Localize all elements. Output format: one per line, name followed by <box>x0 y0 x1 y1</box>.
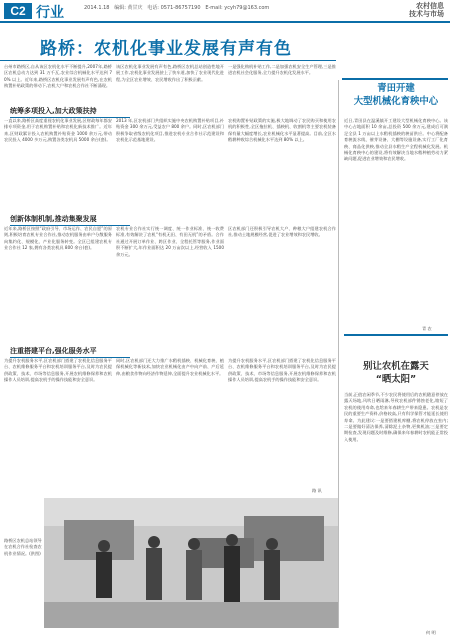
section1-col-1: 一直以来,路桥区高度重视农机化事业发展,区财政每年都安排专项资金,用于农机购置补贴和农机化新技术推广。近年来,区财政累计投入农机购置补贴资金 1000 余万元,带动农民投入 4000 多万元,购置各类农机具 5000 余台(套)。 <box>4 118 112 143</box>
side-article-1-title-line1: 青田开建 <box>377 83 415 94</box>
masthead <box>0 0 450 22</box>
page-code: C2 <box>4 3 32 19</box>
side-article-2-title-line1: 别让农机在露天 <box>363 361 429 372</box>
main-headline: 路桥：农机化事业发展有声有色 <box>40 39 292 59</box>
paper-name-line1: 农村信息 <box>416 2 444 10</box>
subhead-2: 创新体制机制,推动集聚发展 <box>10 214 130 226</box>
section2-col-3: 区农机部门还积极引导农机大户、种粮大户组建农机合作社,推动土地规模经营,促进了农业增效和农民增收。 <box>228 226 336 238</box>
photo-illustration <box>44 498 338 628</box>
section3-col-2: 同时,区农机部门还大力推广水稻机插秧、机械化育秧、植保机械化等新技术,加快农业机械化由产中向产前、产后延伸,由粮食作物向经济作物延伸,全面提升农业机械化水平。 <box>116 358 224 376</box>
lead-col-3: 一是强化购机补贴工作,二是加强农机安全生产管理,三是推进农机社会化服务,全力提升农机化发展水平。 <box>228 64 336 76</box>
section2-col-2: 农机专业合作社实行统一调度、统一作业标准、统一收费标准,有效解决了农机“有机无田、有田无机”的矛盾。合作社通过开展订单作业、跨区作业、全程托管等服务,作业面积不断扩大,年作业面积达 20 万亩次以上,经营收入 1500 余万元。 <box>116 226 224 257</box>
photo-caption: 路桥区农机总站领导在农机合作社检查农机作业情况。(供图) <box>4 538 42 556</box>
section1-col-3: 农机购置补贴政策的实施,极大地调动了农民购买和使用农机的积极性,全区拖拉机、插秧机、收割机等主要农机装备保有量大幅度增长,农业机械化水平显著提高。目前,全区水稻耕种收综合机械化水平达到 80% 以上。 <box>228 118 336 143</box>
section1-col-2: 2013 年,区农机部门共组织实施中央农机购置补贴项目,补贴资金 300 余万元,受益农户 800 余户。同时,区农机部门积极争取省级农机化项目,推进农机专业合作社示范建设和农机化示范基地建设。 <box>116 118 224 143</box>
subhead-3: 注重搭建平台,强化服务水平 <box>10 346 130 358</box>
phone: 电话: 0571-86757190 <box>147 5 201 11</box>
section3-col-3: 为提升农机服务水平,区农机部门搭建了农机化信息服务平台、农机维修服务平台和农机培训服务平台,及时为农民提供政策、技术、市场等信息服务,开展农机维修保养和农机操作人员培训,提高农机手的操作技能和安全意识。 <box>228 358 336 383</box>
section2-col-1: 近年来,路桥区按照“政府引导、市场运作、农民自愿”的原则,积极培育农机专业合作社,推动农机服务由单户分散服务向集约化、规模化、产业化服务转变。全区已组建农机专业合作社 12 家,拥有各类农机具 800 余台(套)。 <box>4 226 112 251</box>
email: E-mail: ycyh79@163.com <box>205 5 270 11</box>
paper-name <box>409 2 444 18</box>
side-article-2-title <box>344 360 448 386</box>
side-article-2-body: 当前,正值农闲季节,不少农民将使用后的农机随意停放在露天场地,风吹日晒雨淋,导致农机部件锈蚀老化,缩短了农机的使用寿命,也给来年春耕生产带来隐患。农机是农民的重要生产资料,价格较高,只有科学保管才能延长使用寿命。为此建议:一是要搭建机库棚,将农机停放在室内;二是要做好清洁保养,清除泥土杂物,更换机油;三是要定期检查,发现问题及时维修,确保来年春耕时农机能正常投入使用。 <box>344 392 448 442</box>
news-photo <box>44 498 338 628</box>
issue-date: 2014.1.18 <box>84 5 110 11</box>
paper-name-line2: 技术与市场 <box>409 10 444 18</box>
editor-name: 编辑: 黄甘庆 <box>114 5 143 11</box>
main-byline: 路 讯 <box>312 488 322 493</box>
headline-rule <box>0 60 336 61</box>
side-article-1-title <box>344 82 448 108</box>
masthead-meta <box>84 4 269 11</box>
section3-col-1: 为提升农机服务水平,区农机部门搭建了农机化信息服务平台、农机维修服务平台和农机培训服务平台,及时为农民提供政策、技术、市场等信息服务,开展农机维修保养和农机操作人员培训,提高农机手的操作技能和安全意识。 <box>4 358 112 383</box>
side-article-1-byline: 青 农 <box>422 326 432 331</box>
side-article-2-byline: 何 明 <box>426 630 436 635</box>
lead-col-2: 该区农机化事业发展有声有色,路桥区农机总站创造性地开展工作,农机化事业发展驶上了快车道,加快了农业现代化进程,为全区农业增效、农民增收作出了积极贡献。 <box>116 64 224 82</box>
side-article-2-title-line2: “晒太阳” <box>375 374 417 385</box>
lead-col-1: 台州市路桥区,自从该区农机化水平不断提升,2007年,路桥区农机总动力达到 31 万千瓦,农业综合机械化水平达到 70% 以上。近年来,路桥区农机化事业发展有声有色,在农机购置补贴政策的带动下,农机大户和农机合作社不断涌现。 <box>4 64 112 89</box>
masthead-rule <box>0 21 450 23</box>
side-article-1-title-line2: 大型机械化育秧中心 <box>353 96 439 107</box>
section-name: 行业 <box>36 5 64 21</box>
subhead-1: 统筹多项投入,加大政策扶持 <box>10 106 130 118</box>
column-separator <box>338 80 339 628</box>
side-article-1-body: 近日,青田县在温溪镇开工建设大型机械化育秧中心。该中心占地面积 10 余亩,总投资 500 余万元,建成后可满足全县 1 万亩以上水稻机插秧的秧苗供应。中心将配备育秧流水线、催芽设备、大棚等设施设备,实行工厂化育秧、商品化供秧,推动全县水稻生产全程机械化发展。机械化育秧中心的建设,将有效解决当地水稻种植劳动力紧缺问题,促进农业增效和农民增收。 <box>344 118 448 162</box>
side-article-2-rule <box>344 334 448 336</box>
